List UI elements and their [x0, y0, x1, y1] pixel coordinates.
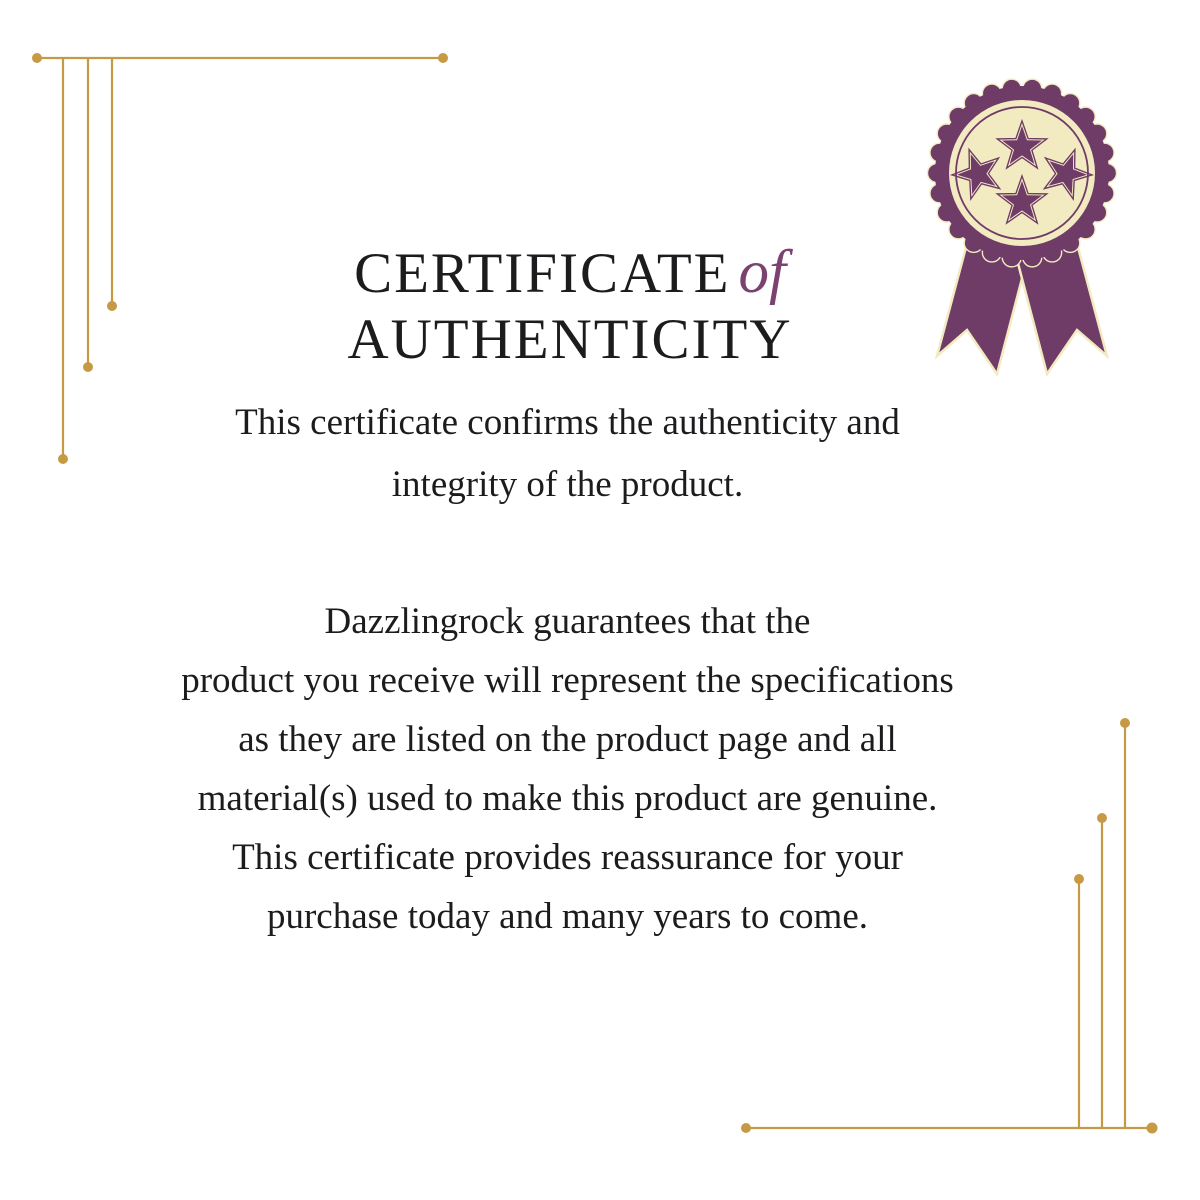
- certificate-title: [40, 240, 1100, 373]
- guarantee-paragraph: Dazzlingrock guarantees that the product you receive will represent the specifications as they are listed on the product page and all material(s) used to make this product are genuine. This certificate provides reassurance for your purchase today and many years to come.: [181, 601, 954, 937]
- title-word-of: of: [738, 239, 786, 306]
- title-word-certificate: CERTIFICATE: [354, 242, 731, 305]
- title-line-1: [40, 240, 1100, 307]
- certificate-subtitle: This certificate confirms the authenticity and integrity of the product.: [235, 402, 900, 505]
- title-line-2: AUTHENTICITY: [347, 308, 793, 371]
